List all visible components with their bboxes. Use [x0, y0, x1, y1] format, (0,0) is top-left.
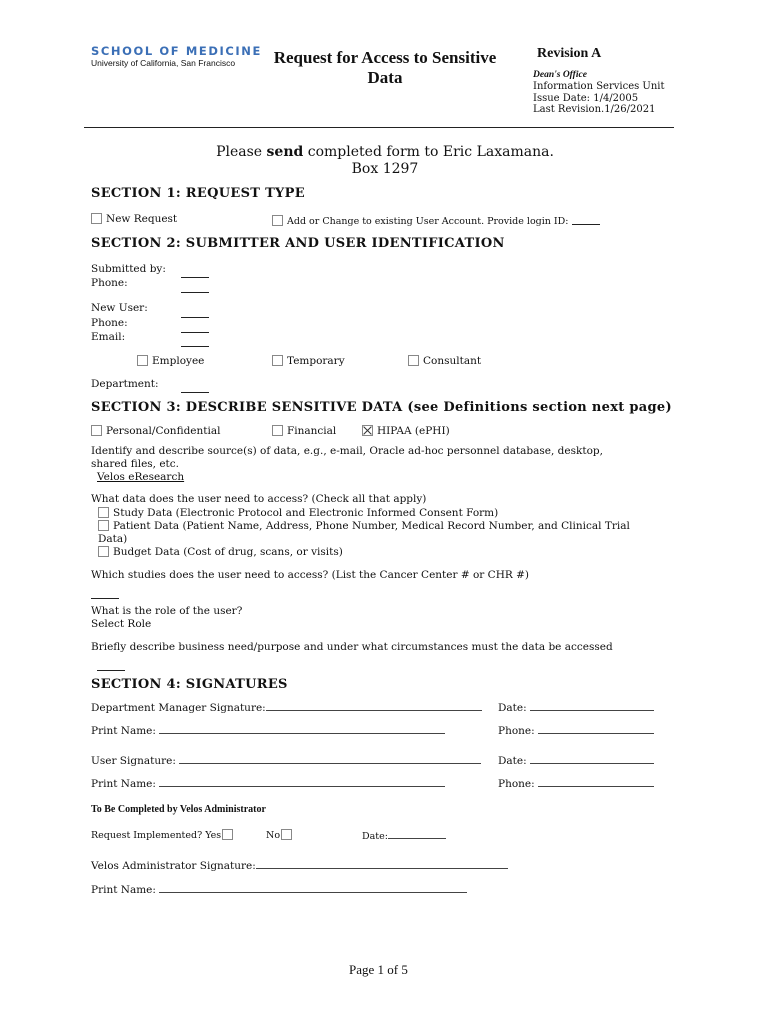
- user-signature-text: User Signature:: [91, 755, 176, 767]
- velos-admin-heading: To Be Completed by Velos Administrator: [91, 804, 266, 815]
- budget-data-label: Budget Data (Cost of drug, scans, or visits): [113, 546, 343, 558]
- hipaa-checkbox[interactable]: [362, 425, 373, 436]
- section2-heading: SECTION 2: SUBMITTER AND USER IDENTIFICATION: [91, 236, 505, 251]
- send-post: completed form to Eric Laxamana.: [303, 144, 554, 160]
- school-logo-line1: SCHOOL OF MEDICINE: [91, 44, 262, 58]
- dept-mgr-phone-field[interactable]: [538, 724, 654, 734]
- section4-heading: SECTION 4: SIGNATURES: [91, 677, 288, 692]
- implemented-date-field[interactable]: [388, 829, 446, 839]
- dept-mgr-print-name-text: Print Name:: [91, 725, 156, 737]
- study-data-checkbox[interactable]: [98, 507, 109, 518]
- page-title: Request for Access to Sensitive Data: [273, 48, 497, 87]
- dept-mgr-date-field[interactable]: [530, 701, 654, 711]
- dept-mgr-date-text: Date:: [498, 702, 527, 714]
- unit-label: Information Services Unit: [533, 81, 665, 92]
- financial-checkbox[interactable]: [272, 425, 283, 436]
- change-account-option[interactable]: [272, 214, 600, 227]
- data-source-value[interactable]: Velos eResearch: [97, 471, 185, 483]
- change-account-label: Add or Change to existing User Account. Provide login ID:: [287, 216, 569, 227]
- implemented-date-label: [362, 829, 446, 842]
- business-need-field[interactable]: [97, 660, 125, 671]
- user-print-name-field[interactable]: [159, 777, 445, 787]
- issue-date: Issue Date: 1/4/2005: [533, 93, 639, 104]
- email-label: Email:: [91, 331, 126, 343]
- user-date-label: [498, 754, 654, 767]
- school-logo-line2: University of California, San Francisco: [91, 58, 236, 68]
- implemented-yes-checkbox[interactable]: [222, 829, 233, 840]
- which-studies-question: Which studies does the user need to access? (List the Cancer Center # or CHR #): [91, 569, 529, 581]
- identify-sources-line1: Identify and describe source(s) of data, e.g., e-mail, Oracle ad-hoc personnel database, desktop,: [91, 445, 603, 457]
- velos-admin-signature-text: Velos Administrator Signature:: [91, 860, 256, 872]
- velos-admin-print-name-label: [91, 883, 467, 896]
- user-phone-field[interactable]: [538, 777, 654, 787]
- patient-data-label: Patient Data (Patient Name, Address, Phone Number, Medical Record Number, and Clinical Trial: [113, 520, 630, 532]
- request-implemented-text: Request Implemented? Yes: [91, 830, 222, 841]
- implemented-no-text: No: [266, 830, 281, 841]
- new-user-label: New User:: [91, 302, 148, 314]
- send-bold: send: [266, 144, 304, 160]
- request-implemented-label: [91, 829, 237, 841]
- dept-mgr-signature-text: Department Manager Signature:: [91, 702, 266, 714]
- user-phone-label: [498, 777, 654, 790]
- dept-mgr-signature-field[interactable]: [266, 701, 482, 711]
- budget-data-checkbox[interactable]: [98, 546, 109, 557]
- temporary-label: Temporary: [287, 355, 345, 367]
- employee-option[interactable]: [137, 355, 204, 367]
- implemented-no-label: [266, 829, 296, 841]
- business-need-question: Briefly describe business need/purpose and under what circumstances must the data be accessed: [91, 641, 613, 653]
- change-account-checkbox[interactable]: [272, 215, 283, 226]
- velos-admin-print-name-field[interactable]: [159, 883, 467, 893]
- velos-admin-signature-field[interactable]: [256, 859, 508, 869]
- patient-data-checkbox[interactable]: [98, 520, 109, 531]
- user-date-field[interactable]: [530, 754, 654, 764]
- employee-checkbox[interactable]: [137, 355, 148, 366]
- header-divider: [84, 127, 674, 128]
- role-select[interactable]: Select Role: [91, 618, 152, 630]
- deans-office: Dean's Office: [533, 70, 587, 80]
- velos-admin-signature-label: [91, 859, 508, 872]
- department-label: Department:: [91, 378, 159, 390]
- phone2-label: Phone:: [91, 317, 128, 329]
- identify-sources-line2: shared files, etc.: [91, 458, 179, 470]
- new-request-option[interactable]: [91, 213, 177, 225]
- login-id-field[interactable]: [572, 214, 600, 225]
- section1-heading: SECTION 1: REQUEST TYPE: [91, 186, 305, 201]
- study-data-option[interactable]: [98, 507, 498, 519]
- financial-label: Financial: [287, 425, 337, 437]
- temporary-option[interactable]: [272, 355, 345, 367]
- user-phone-text: Phone:: [498, 778, 535, 790]
- study-data-label: Study Data (Electronic Protocol and Electronic Informed Consent Form): [113, 507, 499, 519]
- budget-data-option[interactable]: [98, 546, 343, 558]
- user-date-text: Date:: [498, 755, 527, 767]
- patient-data-option[interactable]: [98, 520, 630, 532]
- user-signature-label: [91, 754, 481, 767]
- employee-label: Employee: [152, 355, 205, 367]
- new-request-label: New Request: [106, 213, 178, 225]
- submitted-by-label: Submitted by:: [91, 263, 166, 275]
- implemented-no-checkbox[interactable]: [281, 829, 292, 840]
- hipaa-option[interactable]: [362, 425, 450, 437]
- user-signature-field[interactable]: [179, 754, 481, 764]
- send-instructions: [150, 144, 620, 178]
- personal-checkbox[interactable]: [91, 425, 102, 436]
- personal-label: Personal/Confidential: [106, 425, 221, 437]
- email-field[interactable]: [181, 336, 209, 347]
- dept-mgr-print-name-field[interactable]: [159, 724, 445, 734]
- consultant-option[interactable]: [408, 355, 481, 367]
- phone1-label: Phone:: [91, 277, 128, 289]
- implemented-date-text: Date:: [362, 831, 388, 842]
- patient-data-label-cont: Data): [98, 533, 128, 545]
- dept-mgr-date-label: [498, 701, 654, 714]
- send-pre: Please: [216, 144, 267, 160]
- role-question: What is the role of the user?: [91, 605, 243, 617]
- personal-option[interactable]: [91, 425, 220, 437]
- what-data-question: What data does the user need to access? (Check all that apply): [91, 493, 427, 505]
- dept-mgr-phone-label: [498, 724, 654, 737]
- consultant-checkbox[interactable]: [408, 355, 419, 366]
- hipaa-label: HIPAA (ePHI): [377, 425, 450, 437]
- phone1-field[interactable]: [181, 282, 209, 293]
- last-revision: Last Revision.1/26/2021: [533, 104, 656, 115]
- consultant-label: Consultant: [423, 355, 482, 367]
- page-number: Page 1 of 5: [349, 962, 408, 977]
- department-field[interactable]: [181, 382, 209, 393]
- section3-heading: SECTION 3: DESCRIBE SENSITIVE DATA (see Definitions section next page): [91, 400, 672, 415]
- dept-mgr-phone-text: Phone:: [498, 725, 535, 737]
- new-request-checkbox[interactable]: [91, 213, 102, 224]
- dept-mgr-signature-label: [91, 701, 482, 714]
- user-print-name-text: Print Name:: [91, 778, 156, 790]
- user-print-name-label: [91, 777, 445, 790]
- temporary-checkbox[interactable]: [272, 355, 283, 366]
- studies-field[interactable]: [91, 588, 119, 599]
- revision-label: Revision A: [537, 46, 602, 61]
- dept-mgr-print-name-label: [91, 724, 445, 737]
- financial-option[interactable]: [272, 425, 336, 437]
- velos-admin-print-name-text: Print Name:: [91, 884, 156, 896]
- box-number: Box 1297: [351, 161, 419, 177]
